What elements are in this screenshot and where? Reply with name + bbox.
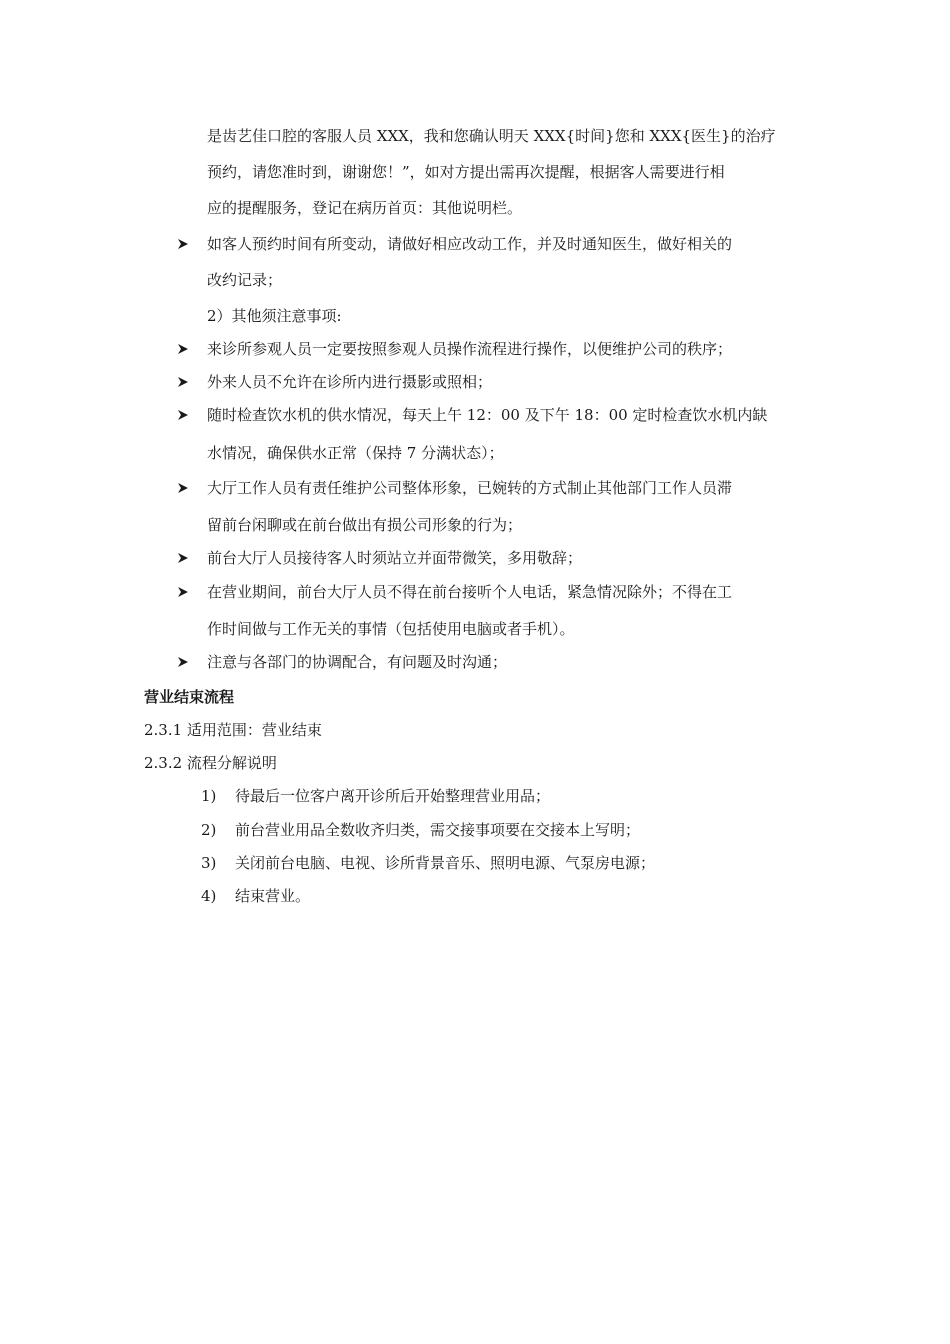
bullet-change-line-2: 改约记录；: [207, 271, 283, 289]
arrow-bullet-icon: [177, 238, 189, 250]
step-text: 待最后一位客户离开诊所后开始整理营业用品；: [235, 787, 551, 805]
paragraph-line-3: 应的提醒服务，登记在病历首页：其他说明栏。: [207, 199, 523, 217]
section-title: 营业结束流程: [144, 688, 235, 706]
bullet-item-line: 前台大厅人员接待客人时须站立并面带微笑，多用敬辞；: [207, 549, 583, 567]
bullet-item-line: 作时间做与工作无关的事情（包括使用电脑或者手机）。: [207, 620, 575, 638]
process-line: 2.3.2 流程分解说明: [144, 754, 277, 772]
bullet-item-line: 注意与各部门的协调配合，有问题及时沟通；: [207, 653, 508, 671]
bullet-item-line: 外来人员不允许在诊所内进行摄影或照相；: [207, 373, 493, 391]
arrow-bullet-icon: [177, 482, 189, 494]
bullet-item-line: 随时检查饮水机的供水情况，每天上午 12：00 及下午 18：00 定时检查饮水机内缺: [207, 406, 768, 424]
scope-line: 2.3.1 适用范围：营业结束: [144, 721, 322, 739]
step-text: 前台营业用品全数收齐归类，需交接事项要在交接本上写明；: [235, 821, 641, 839]
step-number: 2): [201, 821, 217, 839]
arrow-bullet-icon: [177, 586, 189, 598]
step-number: 1): [201, 787, 217, 805]
paragraph-line-1: 是齿艺佳口腔的客服人员 XXX，我和您确认明天 XXX{时间}您和 XXX{医生}的治疗: [207, 127, 776, 145]
bullet-change-line-1: 如客人预约时间有所变动，请做好相应改动工作，并及时通知医生，做好相关的: [207, 235, 733, 253]
arrow-bullet-icon: [177, 552, 189, 564]
bullet-item-line: 来诊所参观人员一定要按照参观人员操作流程进行操作，以便维护公司的秩序；: [207, 340, 733, 358]
bullet-item-line: 在营业期间，前台大厅人员不得在前台接听个人电话，紧急情况除外；不得在工: [207, 583, 733, 601]
paragraph-line-2: 预约，请您准时到，谢谢您！”，如对方提出需再次提醒，根据客人需要进行相: [207, 163, 725, 181]
step-number: 3): [201, 854, 217, 872]
step-text: 关闭前台电脑、电视、诊所背景音乐、照明电源、气泵房电源；: [235, 854, 656, 872]
bullet-item-line: 留前台闲聊或在前台做出有损公司形象的行为；: [207, 516, 523, 534]
arrow-bullet-icon: [177, 376, 189, 388]
step-text: 结束营业。: [235, 887, 311, 905]
arrow-bullet-icon: [177, 656, 189, 668]
sub-heading: 2）其他须注意事项:: [207, 307, 342, 325]
arrow-bullet-icon: [177, 343, 189, 355]
step-number: 4): [201, 887, 217, 905]
bullet-item-line: 大厅工作人员有责任维护公司整体形象，已婉转的方式制止其他部门工作人员滞: [207, 479, 733, 497]
arrow-bullet-icon: [177, 409, 189, 421]
bullet-item-line: 水情况，确保供水正常（保持 7 分满状态）；: [207, 444, 504, 462]
